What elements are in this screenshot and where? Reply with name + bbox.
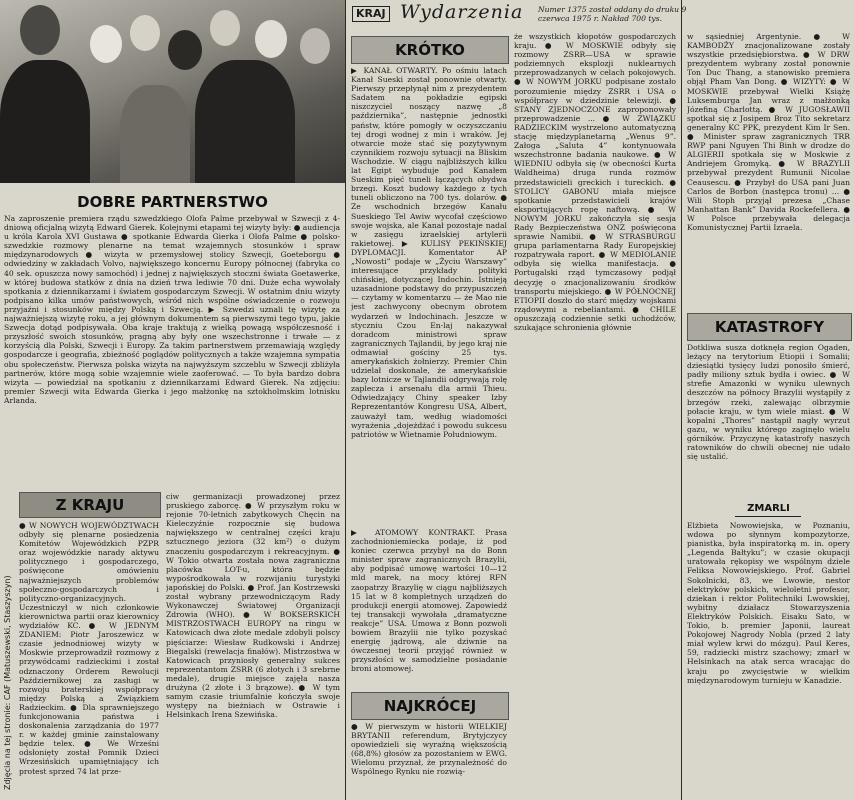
najkrocej-body: ● W pierwszym w historii WIELKIEJ BRYTANII referendum, Brytyjczycy opowiedzieli się wyraźną większością (68,8%) głosów za pozostaniem w EWG. Wielomu przyznał, że przynależność do Wspólnego Rynku nie rozwią- (351, 722, 507, 777)
photo-credit: Zdjęcia na tej stronie: CAF (Matuszewski, Staszyszyn) (3, 575, 12, 790)
zmarli-body: Elżbieta Nowowiejska, w Poznaniu, wdowa po słynnym kompozytorze, pianistka, była inspiratorką m. in. opery „Legenda Bałtyku”; w czasie okupacji uratowała rękopisy we wspólnym dziele Feliksa Nowowiejskiego. Prof. Gabriel Sokolnicki, 83, we Lwowie, nestor elektryków polskich, wieloletni profesor, dziekan i rektor Politechniki Lwowskiej, wybitny działacz Stowarzyszenia Elektryków Polskich. Eisaku Sato, w Tokio, b. premier Japonii, laureat Pokojowej Nagrody Nobla (przed 2 laty miał wylew krwi do mózgu). Paul Keres, 59, radziecki mistrz szachowy; zmarł w Helsinkach na atak serca wracając do kraju po zwycięstwie w wielkim międzynarodowym turnieju w Kanadzie. (687, 521, 850, 685)
masthead (352, 3, 852, 27)
atomowy-article: ▶ ATOMOWY KONTRAKT. Prasa zachodnioniemiecka podaje, iż pod koniec czerwca przybył na do Bonn minister spraw zagranicznych Brazylii, aby podpisać umowę wartości 10—12 mld marek, na mocy której RFN zaopatrzy Brazylię w ciągu najbliższych 15 lat w 8 kompletnych urządzeń do produkcji energii atomowej. Zapowiedź tej transakcji wywołała „dramatyczne reakcje” USA. Umowa z Bonn pozwoli bowiem Brazylii nie tylko pozyskać energię jądrową, ale dziwnie na ówczesnej teorii przyjąć również w przyszłości w samodzielne posiadanie broni atomowej. (351, 528, 507, 674)
issue-info: Numer 1375 został oddany do druku 9 czerwca 1975 r. Nakład 700 tys. (538, 5, 687, 23)
z-kraju-column-2: ciw germanizacji prowadzonej przez pruskiego zaborcę. ● W przyszłym roku w rejonie 70-letnich zabytkowych Chęcin na Kieleczyźnie rozpocznie się budowa największego w centralnej części kraju sztucznego jeziora (32 km²) o dużym znaczeniu gospodarczym i rekreacyjnym. ● W Tokio otwarta została nowa zagraniczna placówka LOT-u, która będzie wypośrodkowała w rozwijaniu turystyki japońskiej do Polski. ● Prof. Jan Kostrzewski został wybrany przewodniczącym Rady Wykonawczej Światowej Organizacji Zdrowia (WHO). ● W BOKSERSKICH MISTRZOSTWACH EUROPY na ringu w Katowicach dwa złote medale zdobyli polscy pięściarze: Wiesław Rudkowski i Andrzej Biegalski (rewelacja finałów). Mistrzostwa w Katowicach przyniosły generalny sukces reprezentantom ZSRR (6 złotych i 3 srebrne medale), drugie miejsce zajęła nasza drużyna (2 złote i 3 brązowe). ● W tym samym czasie triumfalnie kończyła swoje występy na bieżniach w Ostrawie i Helsinkach Irena Szewińska. (166, 492, 340, 720)
section-header-zmarli: ZMARLI (747, 503, 790, 514)
section-header-katastrofy: KATASTROFY (687, 313, 852, 341)
krotko-column-2: że wszystkich kłopotów gospodarczych kraju. ● W MOSKWIE odbyły się rozmowy ZSRR—USA w sprawie podziemnych eksplozji nuklearnych przeprowadzanych w celach pokojowych. ● W NOWYM JORKU podpisane zostało porozumienie między ZSRR i USA o współpracy w dziedzinie telewizji. ● STANY ZJEDNOCZONE zaproponowały przeprowadzenie ... ● W ZWIĄZKU RADZIECKIM wystrzelono automatyczną stację międzyplanetarną „Wenus 9”. Załoga „Saluta 4” kontynuowała wszechstronne badania naukowe. ● W WIEDNIU odbyła się (w obecności Kurta Waldheima) druga runda rozmów przedstawicieli greckich i tureckich. ● STOLICY GABONU miała miejsce spotkanie przedstawicieli krajów eksportujących ropę naftową. ● W NOWYM JORKU zakończyła się sesja Rady Bezpieczeństwa ONZ poświęcona sprawie Namibii. ● W STRASBURGU grupa parlamentarna Rady Europejskiej rozpatrywała raport. ● W MEDIOLANIE odbyła się wielka manifestacja. ● Portugalski rząd tymczasowy podjął decyzję o znacjonalizowaniu środków transportu miejskiego. ● W PÓŁNOCNEJ ETIOPII doszło do starć między wojskami rządowymi a rebeliantami. ● CHILE opuszczają codziennie setki uchodźców, szukające schronienia głównie (514, 32, 676, 332)
section-header-z-kraju: Z KRAJU (19, 492, 161, 518)
divider (735, 516, 801, 517)
section-header-krotko: KRÓTKO (351, 36, 509, 64)
section-header-najkrocej: NAJKRÓCEJ (351, 692, 509, 720)
krotko-column-1: ▶ KANAŁ OTWARTY. Po ośmiu latach Kanał Sueski został ponownie otwarty. Pierwszy przepłynął nim z prezydentem Sadatem na pokładzie egipski niszczyciel noszący nazwę „8 października”, następnie jednostki państw, które pomogły w oczyszczaniu tej drogi wodnej z min i wraków. Jej otwarcie może stać się pozytywnym czynnikiem rozwoju sytuacji na Bliskim Wschodzie. W ciągu najbliższych kilku lat Egipt wybuduje pod Kanałem Sueskim pięć tuneli łączących obydwa brzegi. Koszt budowy każdego z tych tuneli obliczono na 700 tys. dolarów. ● Ze wschodnich brzegów Kanału Sueskiego Tel Awiw wycofał częściowo swoje wojska, ale Kanał pozostaje nadal w zasięgu izraelskiej artylerii rakietowej. ▶ KULISY PEKIŃSKIEJ DYPLOMACJI. Komentator AP „Nowosti” podaje w „Życiu Warszawy” interesujące przykłady polityki chińskiej, dotyczącej Indochin. Istnieją uzasadnione podstawy do przypuszczeń — czytamy w komentarzu — że Mao nie jest zachwycony obecnym obrotem wydarzeń w Indochinach. Jeszcze w styczniu Czou En-laj nakazywał doradcom ministrowi spraw zagranicznych Tajlandii, by jego kraj nie odmawiał gościny 25 tys. amerykańskich żołnierzy. Premier Chin udzielał doskonale, że amerykańskie bazy lotnicze w Tajlandii odgrywają rolę zaplecza i arsenału dla armii Thieu. Odwiedzający Chiny speaker Izby Reprezentantów Kongresu USA, Albert, zauważył tam, według wiadomości wyrażenia „dojeżdżać i powodu sukcesu patriotów w Wietnamie Południowym. (351, 66, 507, 439)
column-divider (681, 0, 682, 800)
article-body: Na zaproszenie premiera rządu szwedzkiego Olofa Palme przebywał w Szwecji z 4-dniową oficjalną wizytą Edward Gierek. Kolejnymi etapami tej wizyty były: ● audiencja u króla Karola XVI Gustawa ● spotkanie Edwarda Gierka i Olofa Palme ● polsko-szwedzkie rozmowy plenarne na temat wzajemnych stosunków i spraw międzynarodowych ● wizyta w przemysłowej stolicy Szwecji, Goeteborgu ● odwiedziny w zakładach Volvo, największego koncernu Europy północnej (fabryka co 40 sek. opuszcza nowy samochód) i jednej z największych stoczni świata Goetawerke, w której budowa statków z dnia na dzień trwa lediwie 70 dni. Duże echa wywołały spotkania z dziennikarzami i światem gospodarczym Szwecji. W ostatnim dniu wizyty podpisano kilka umów państwowych, wśród nich wspólne oświadczenie o rozwoju przyjaźni i stosunków między Polską i Szwecją. ▶ Szwedzi uznali tę wizytę za najważniejszą wizytę roku, a jej głównym dokumentem są pierwszymi tego typu, jakie Szwecja dotąd podpisywała. Oba kraje traktują z wielką powagą współczesność i przyszłość swoich stosunków, pragną aby były one wszechstronne i trwałe — z korzyścią dla Polski, Szwecji i Europy. Za takim partnerstwem przemawiają względy gospodarcze i geografia, zbieżność poglądów politycznych a także wzajemna sympatia obu społeczeństw. Pierwsza polska wizyta na najwyższym szczeblu w Szwecji zbliżyła partnerów, które mogą sobie wzajemnie wiele zaoferować. — To była bardzo dobra wizyta — powiedział na spotkaniu z dziennikarzami Edward Gierek. Na zdjęciu: premier Szwecji wita Edwarda Gierka i jego małżonkę na sztokholmskim lotnisku Arlanda. (4, 214, 340, 405)
article-headline: DOBRE PARTNERSTWO (77, 193, 268, 211)
magazine-logo: KRAJ (352, 6, 390, 22)
z-kraju-column-1: ● W NOWYCH WOJEWÓDZTWACH odbyły się plenarne posiedzenia Komitetów Wojewódzkich PZPR oraz wojewódzkie narady aktywu politycznego i gospodarczego, poświęcone omówieniu najważniejszych problemów społeczno-gospodarczych i polityczno-organizacyjnych. Uczestniczył w nich członkowie kierownictwa partii oraz kierownicy wydziałów KC. ● W JEDNYM ZDANIEM: Piotr Jaroszewicz w czasie jednodniowej wizyty w Moskwie przeprowadził rozmowy z przywódcami radzieckimi i został odznaczony Orderem Rewolucji Październikowej za zasługi w rozwoju braterskiej współpracy między Polską a Związkiem Radzieckim. ● Dla sprawniejszego funkcjonowania państwa i doskonalenia zarządzania do 1977 r. w każdej gminie zainstalowany będzie telex. ● We Wrześni odsłonięty został Pomnik Dzieci Wrzesińskich upamiętniający ich protest sprzed 74 lat prze- (19, 521, 159, 776)
wizyty-column: w sąsiedniej Argentynie. ● W KAMBODŻY znacjonalizowane zostały wszystkie przedsiębiorstwa. ● W DRW prezydentem wybrany został ponownie Ton Duc Thang, a stanowisko premiera objął Pham Van Dong. ● WIZYTY: ● W MOSKWIE przebywał Wielki Książę Luksemburga Jan wraz z małżonką Józefiną Charlottą. ● W JUGOSŁAWII spotkał się z Josipem Broz Tito sekretarz generalny KC PPK, prezydent Kim Ir Sen. ● Minister spraw zagranicznych TRR RWP pani Nguyen Thi Binh w drodze do ALGIERII spotkała się w Moskwie z Andriejem Gromyką. ● W BRAZYLII przebywał prezydent Rumunii Nicolae Ceausescu. ● Przybył do USA pani Juan Carlos de Borbon (następca tronu) ... ● Wili Stoph przyjął prezesa „Chase Manhattan Bank” Davida Rockefellera. ● W Polsce przebywała delegacja Komunistycznej Partii Izraela. (687, 32, 850, 232)
katastrofy-body: Dotkliwa susza dotknęła region Ogaden, leżący na terytorium Etiopii i Somalii; dziesiątki tysięcy ludzi ponosiło śmierć, padły miliony sztuk bydła i owiec. ● W strefie Amazonki w wyniku ulewnych deszczów na północy Brazylii wystąpiły z brzegów rzeki, zalewając olbrzymie połacie kraju, w tym wiele miast. ● W kopalni „Thores” nastąpił nagły wyrzut gazu, w wyniku którego zaginęło wielu górników. Przyczynę katastrofy naszych ratowników do chwili obecnej nie udało się ustalić. (687, 343, 850, 462)
press-photo (0, 0, 345, 183)
column-divider (345, 0, 346, 800)
section-title: Wydarzenia (400, 1, 524, 23)
